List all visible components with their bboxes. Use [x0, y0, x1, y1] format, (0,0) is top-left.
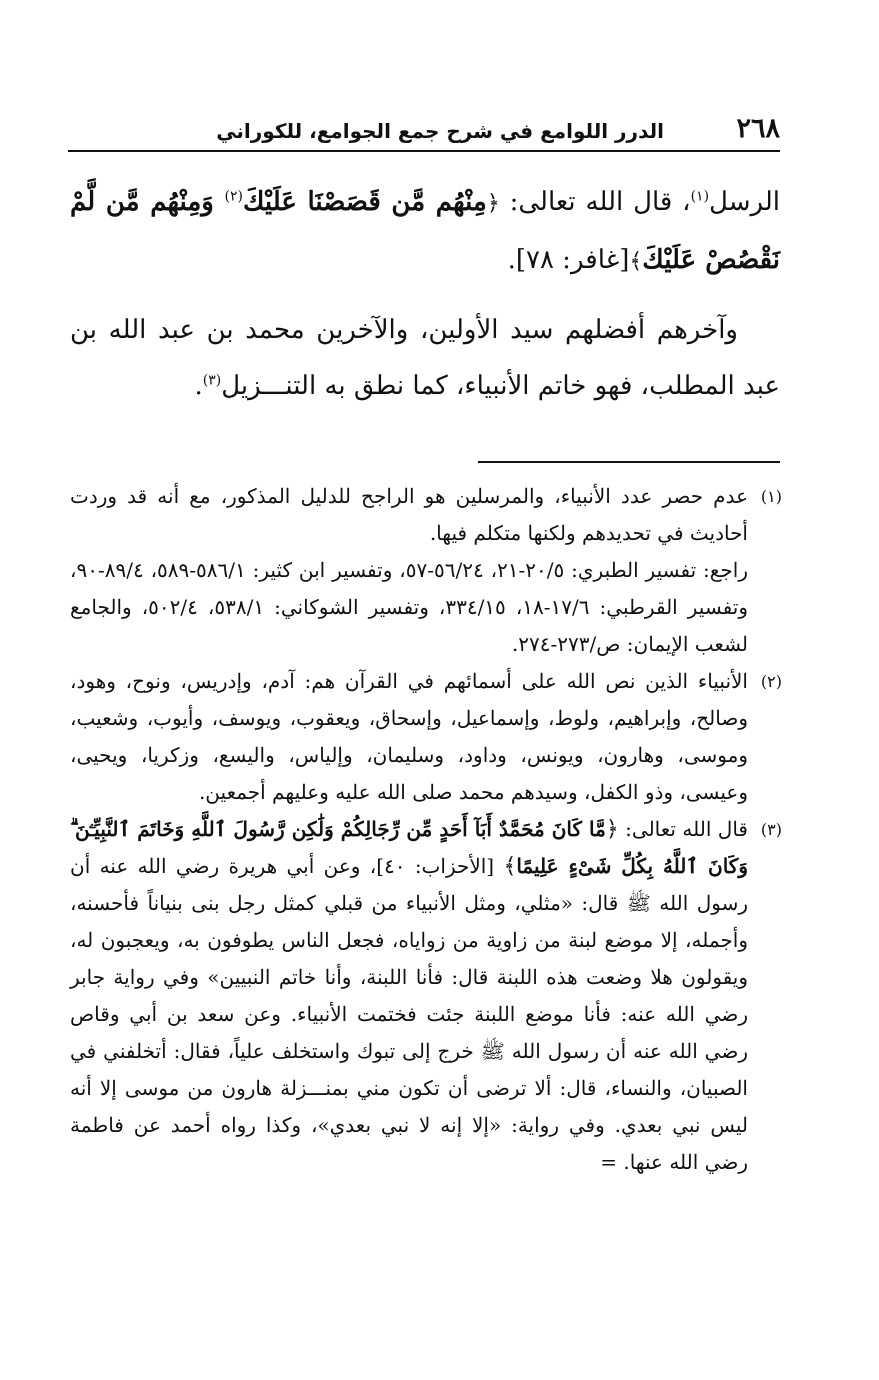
running-title: الدرر اللوامع في شرح جمع الجوامع، للكوراني: [216, 119, 664, 143]
footnote-3: [70, 811, 782, 1181]
main-text: [70, 174, 780, 414]
paragraph-lead: الرسل: [709, 187, 780, 217]
footnote-paragraph: عدم حصر عدد الأنبياء، والمرسلين هو الراجح للدليل المذكور، مع أنه قد وردت أحاديث في تحديدهم ولكنها متكلم فيها.: [70, 484, 748, 545]
quran-verse: مَّا كَانَ مُحَمَّدٌ أَبَآ أَحَدٍ مِّن رِّجَالِكُمْ وَلَٰكِن رَّسُولَ ٱللَّهِ وَخَاتَمَ ٱلنَّبِيِّـۧنَ ۗ وَكَانَ ٱللَّهُ بِكُلِّ شَىْءٍ عَلِيمًا: [70, 817, 748, 878]
footnote-separator: [478, 461, 780, 463]
footnote-paragraph: الأنبياء الذين نص الله على أسمائهم في القرآن هم: آدم، وإدريس، ونوح، وهود، وصالح، وإبراهيم، ولوط، وإسماعيل، وإسحاق، ويعقوب، ويوسف، وأيوب، وشعيب، وموسى، وهارون، ويونس، وداود، وسليمان، وإلياس، واليسع، وزكريا، ويحيى، وعيسى، وذو الكفل، وسيدهم محمد صلى الله عليه وعليهم أجمعين.: [70, 669, 748, 804]
footnote-number: (١): [760, 487, 782, 506]
footnote-rest: [الأحزاب: ٤٠]، وعن أبي هريرة رضي الله عنه أن رسول الله ﷺ قال: «مثلي، ومثل الأنبياء من قبلي كمثل رجل بنى بنياناً فأحسنه، وأجمله، إلا موضع لبنة من زاوية من زواياه، فجعل الناس يطوفون به، ويعجبون له، ويقولون هلا وضعت هذه اللبنة قال: فأنا اللبنة، وأنا خاتم النبيين» وفي رواية جابر رضي الله عنه: فأنا موضع اللبنة جئت فختمت الأنبياء. وعن سعد بن أبي وقاص رضي الله عنه أن رسول الله ﷺ خرج إلى تبوك واستخلف علياً، فقال: أتخلفني في الصبيان، والنساء، قال: ألا ترضى أن تكون مني بمنـــزلة هارون من موسى إلا أنه ليس نبي بعدي. وفي رواية: «إلا إنه لا نبي بعدي»، وكذا رواه أحمد عن فاطمة رضي الله عنها. =: [70, 854, 748, 1174]
footnote-ref-3: (٣): [202, 372, 222, 389]
quran-bracket-open: ﴿: [486, 191, 500, 216]
footnote-ref-2: (٢): [224, 188, 243, 205]
footnote-intro: قال الله تعالى:: [618, 817, 748, 841]
footnote-ref-1: (١): [690, 188, 710, 205]
page-header: [68, 112, 780, 152]
quran-bracket-close: ﴾: [629, 249, 643, 274]
footnote-paragraph: راجع: تفسير الطبري: ٢٠/٥-٢١، ٥٦/٢٤-٥٧، وتفسير ابن كثير: ٥٨٦/١-٥٨٩، ٨٩/٤-٩٠، وتفسير القرطبي: ١٧/٦-١٨، ٣٣٤/١٥، وتفسير الشوكاني: ٥٣٨/١، ٥٠٢/٤، والجامع لشعب الإيمان: ص/٢٧٣-٢٧٤.: [70, 558, 749, 656]
footnote-number: (٣): [760, 820, 782, 839]
quran-bracket-open: ﴿: [605, 817, 619, 842]
footnote-1: [70, 478, 782, 663]
footnote-paragraph: [70, 811, 748, 1181]
quran-verse-part-2: وَمِنْهُم مَّن لَّمْ نَقْصُصْ عَلَيْكَ: [70, 187, 780, 275]
paragraph-end: .: [194, 371, 203, 401]
footnote-2: [70, 663, 782, 811]
footnote-number: (٢): [760, 672, 782, 691]
main-paragraph-1: [70, 174, 780, 290]
page-number: ٢٦٨: [736, 113, 780, 144]
quran-bracket-close: ﴾: [503, 854, 517, 879]
surah-citation: [غافر: ٧٨].: [507, 245, 630, 275]
quran-verse-part-1: مِنْهُم مَّن قَصَصْنَا عَلَيْكَ: [242, 187, 487, 217]
paragraph-intro: ، قال الله تعالى:: [499, 187, 691, 217]
paragraph-text: وآخرهم أفضلهم سيد الأولين، والآخرين محمد بن عبد الله بن عبد المطلب، فهو خاتم الأنبياء، كما نطق به التنـــزيل: [70, 315, 780, 401]
footnotes: [70, 478, 782, 1181]
main-paragraph-2: [70, 302, 780, 414]
